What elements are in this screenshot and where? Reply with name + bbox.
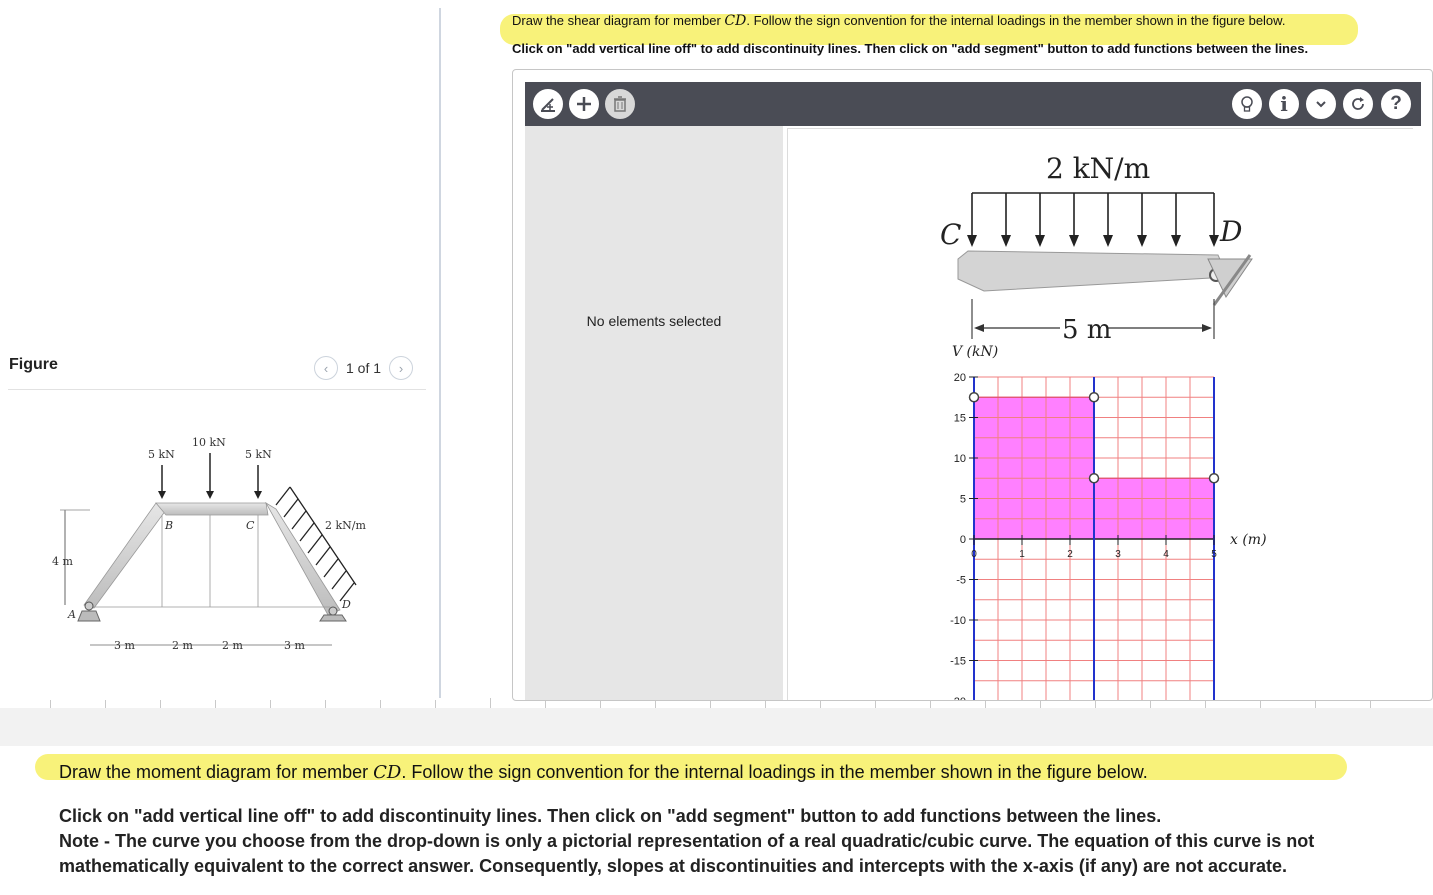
point-a-label: A <box>68 608 76 621</box>
span-2-label: 2 m <box>172 639 193 652</box>
y-tick-label: 20 <box>953 372 966 384</box>
shear-segment-1 <box>974 397 1094 539</box>
panel-divider <box>439 8 441 698</box>
point-d-label: D <box>342 598 351 611</box>
chevron-right-icon[interactable]: › <box>389 356 413 380</box>
selection-status: No elements selected <box>586 313 722 329</box>
y-tick-label: -10 <box>950 615 966 627</box>
span-3-label: 2 m <box>222 639 243 652</box>
y-tick-label: 15 <box>953 412 966 425</box>
x-tick-label: 4 <box>1163 549 1169 560</box>
figure-divider <box>8 389 426 390</box>
span-1-label: 3 m <box>114 639 135 652</box>
segment-endpoint-handle[interactable] <box>1090 393 1099 402</box>
trash-icon[interactable] <box>605 89 635 119</box>
y-tick-label: 10 <box>953 453 966 465</box>
add-vertical-line-icon[interactable] <box>533 89 563 119</box>
section-separator <box>0 708 1433 746</box>
help-icon[interactable]: ? <box>1381 89 1411 119</box>
figure-panel <box>0 0 440 700</box>
y-tick-label: 0 <box>959 534 966 546</box>
shear-graph[interactable] <box>788 129 1414 705</box>
y-axis-label: V (kN) <box>952 344 999 360</box>
figure-pager <box>314 356 413 380</box>
info-icon[interactable]: i <box>1269 89 1299 119</box>
toolbar <box>525 82 1421 126</box>
moment-note: Note - The curve you choose from the drop-down is only a pictorial representation of a real quadratic/cubic curve. The equation of this curve is not mathematically equivalent to the correct answer. Consequently, slopes at discontinuities and intercepts with the x-axis (if any) are not accurate. <box>59 831 1315 876</box>
properties-sidebar <box>525 126 783 701</box>
reset-icon[interactable] <box>1343 89 1373 119</box>
chevron-down-icon[interactable] <box>1306 89 1336 119</box>
chevron-left-icon[interactable]: ‹ <box>314 356 338 380</box>
y-tick-label: -20 <box>950 696 966 705</box>
y-tick-label: 5 <box>959 493 966 506</box>
segment-endpoint-handle[interactable] <box>970 393 979 402</box>
load-left-label: 5 kN <box>148 448 175 461</box>
x-tick-label: 0 <box>971 549 977 560</box>
beam-end-label: D <box>1220 215 1243 248</box>
x-tick-label: 2 <box>1067 549 1073 560</box>
distributed-load-label: 2 kN/m <box>325 519 366 532</box>
point-c-label: C <box>246 519 255 532</box>
span-4-label: 3 m <box>284 639 305 652</box>
beam-start-label: C <box>940 218 962 251</box>
x-tick-label: 1 <box>1019 549 1025 560</box>
beam-length-label: 5 m <box>1062 315 1112 345</box>
segment-endpoint-handle[interactable] <box>1090 474 1099 483</box>
y-tick-label: -15 <box>950 655 966 668</box>
x-tick-label: 5 <box>1211 549 1217 560</box>
shear-instruction: Click on "add vertical line off" to add discontinuity lines. Then click on "add segment" button to add functions between the lines. <box>512 41 1309 56</box>
y-tick-label: -5 <box>956 574 966 587</box>
x-tick-label: 3 <box>1115 549 1121 560</box>
figure-page-indicator: 1 of 1 <box>346 360 382 376</box>
x-axis-label: x (m) <box>1230 532 1267 548</box>
figure-title: Figure <box>9 356 58 373</box>
load-right-label: 5 kN <box>245 448 272 461</box>
moment-question-text: Draw the moment diagram for member CD. Follow the sign convention for the internal loadings in the member shown in the figure below. <box>59 762 1148 783</box>
height-label: 4 m <box>52 555 73 568</box>
shear-question-text: Draw the shear diagram for member CD. Follow the sign convention for the internal loadings in the member shown in the figure below. <box>512 13 1286 29</box>
moment-instruction <box>59 804 1429 879</box>
shear-diagram-widget <box>512 69 1433 705</box>
beam-load-label: 2 kN/m <box>1046 152 1151 185</box>
point-b-label: B <box>165 519 174 532</box>
add-segment-icon[interactable] <box>569 89 599 119</box>
lightbulb-icon[interactable] <box>1232 89 1262 119</box>
shear-segment-2 <box>1094 478 1214 539</box>
load-center-label: 10 kN <box>192 436 226 449</box>
frame-figure <box>40 425 400 665</box>
moment-instruction-line: Click on "add vertical line off" to add discontinuity lines. Then click on "add segment" button to add functions between the lines. <box>59 806 1162 826</box>
diagram-canvas[interactable] <box>787 128 1413 705</box>
segment-endpoint-handle[interactable] <box>1210 474 1219 483</box>
